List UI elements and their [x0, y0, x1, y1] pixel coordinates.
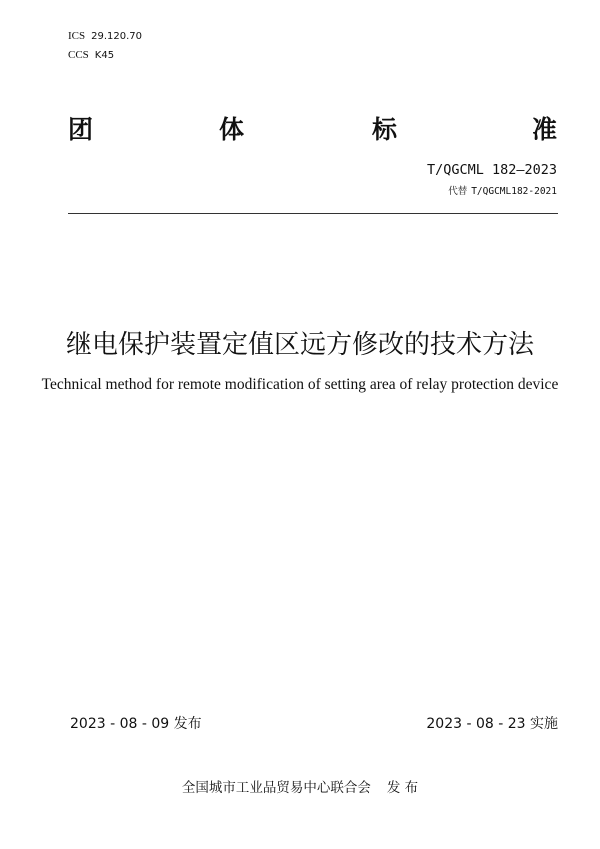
ics-code: ICS 29.120.70 [68, 30, 143, 42]
standard-number: T/QGCML 182—2023 [426, 162, 557, 178]
classification-codes [68, 27, 142, 65]
publisher: 全国城市工业品贸易中心联合会 发 布 [181, 780, 419, 796]
category-char: 标 [372, 115, 398, 144]
category-char: 团 [68, 115, 94, 144]
replaces-note: 代替 T/QGCML182-2021 [448, 186, 557, 197]
implement-date: 2023 - 08 - 23 实施 [426, 716, 558, 732]
publish-date: 2023 - 08 - 09 发布 [70, 716, 202, 732]
divider [68, 213, 558, 214]
category-char: 准 [532, 115, 558, 144]
ccs-code: CCS K45 [68, 49, 115, 61]
category-char: 体 [219, 115, 245, 144]
title-chinese: 继电保护装置定值区远方修改的技术方法 [65, 330, 534, 360]
title-english: Technical method for remote modification of setting area of relay protection device [41, 376, 559, 393]
